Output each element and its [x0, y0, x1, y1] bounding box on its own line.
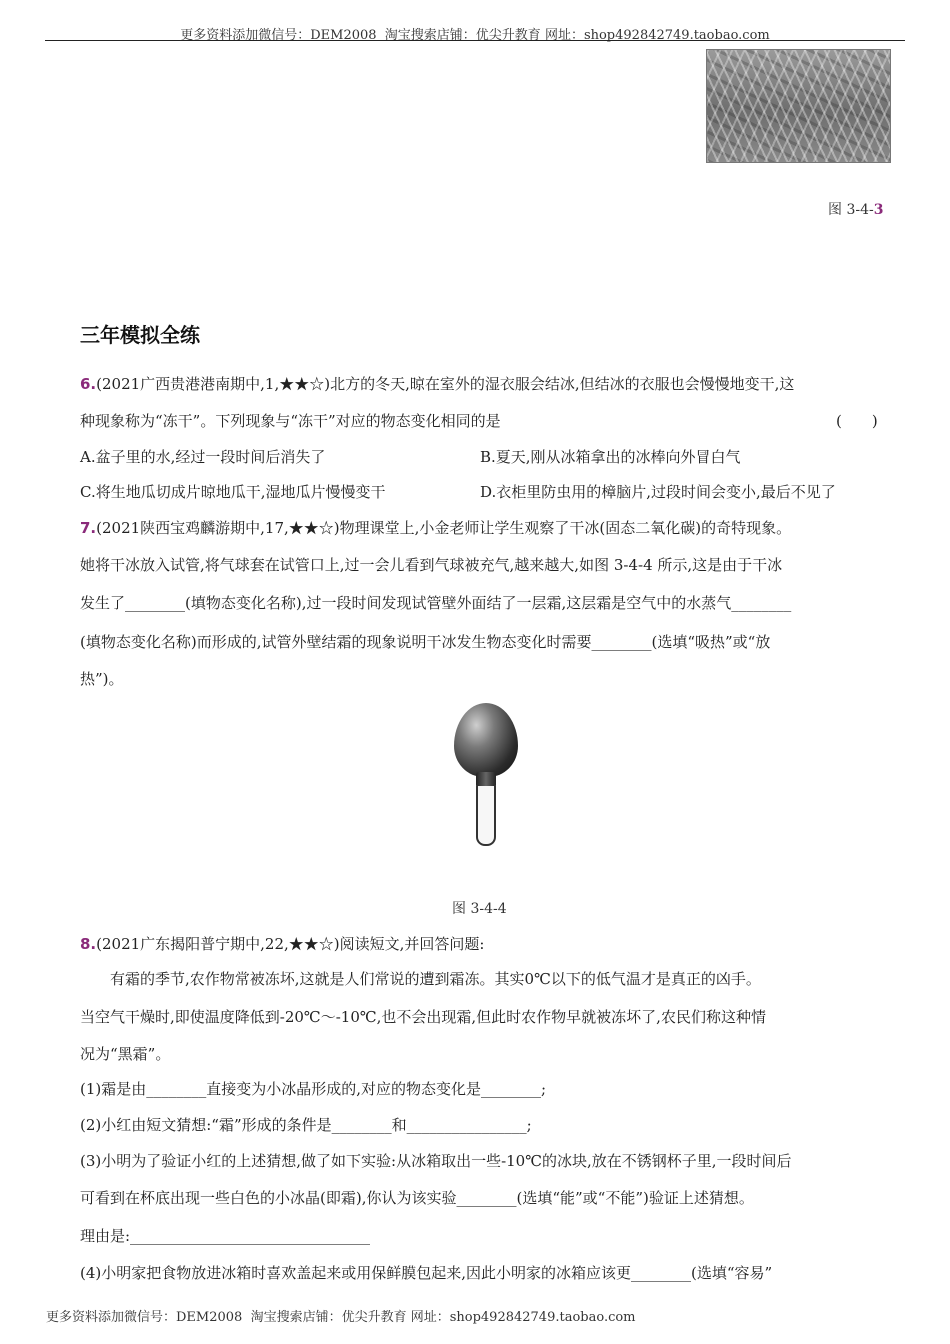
q8-subq-4: (4)小明家把食物放进冰箱时喜欢盖起来或用保鲜膜包起来,因此小明家的冰箱应该更________(选填“容易”	[80, 1264, 773, 1282]
page-header: 更多资料添加微信号：DEM2008 淘宝搜索店铺：优尖升教育 网址：shop492842749.taobao.com	[180, 28, 770, 43]
caption-number: 3	[873, 202, 884, 218]
q8-passage-1: 有霜的季节,农作物常被冻坏,这就是人们常说的遭到霜冻。其实0℃以下的低气温才是真正的凶手。	[80, 970, 761, 988]
section-title: 三年模拟全练	[80, 323, 200, 347]
caption-prefix: 图 3-4-	[828, 202, 874, 218]
q8-line1	[80, 933, 484, 954]
q7-line4: (填物态变化名称)而形成的,试管外壁结霜的现象说明干冰发生物态变化时需要________(选填“吸热”或“放	[80, 633, 771, 651]
q6-answer-bracket: ( )	[836, 412, 878, 430]
q8-subq-1: (1)霜是由________直接变为小冰晶形成的,对应的物态变化是________;	[80, 1080, 547, 1098]
q8-subq-2: (2)小红由短文猜想:“霜”形成的条件是________和________________;	[80, 1116, 532, 1134]
q8-number: 8.	[80, 935, 97, 953]
q7-line1	[80, 517, 791, 538]
q7-line3: 发生了________(填物态变化名称),过一段时间发现试管壁外面结了一层霜,这层霜是空气中的水蒸气________	[80, 594, 792, 612]
q7-number: 7.	[80, 519, 97, 537]
q8-subq-3c: 理由是:________________________________	[80, 1227, 371, 1245]
q6-option-a: A.盆子里的水,经过一段时间后消失了	[80, 448, 326, 466]
q6-option-b: B.夏天,刚从冰箱拿出的冰棒向外冒白气	[480, 448, 741, 466]
header-divider	[45, 40, 905, 41]
q8-passage-3: 况为“黑霜”。	[80, 1045, 171, 1063]
page-footer: 更多资料添加微信号：DEM2008 淘宝搜索店铺：优尖升教育 网址：shop492842749.taobao.com	[46, 1310, 636, 1325]
q8-subq-3a: (3)小明为了验证小红的上述猜想,做了如下实验:从冰箱取出一些-10℃的冰块,放在不锈钢杯子里,一段时间后	[80, 1152, 792, 1170]
frost-pattern-photo	[706, 49, 891, 163]
q8-passage-2: 当空气干燥时,即使温度降低到-20℃～-10℃,也不会出现霜,但此时农作物早就被冻坏了,农民们称这种情	[80, 1008, 766, 1026]
q7-text-1: (2021陕西宝鸡麟游期中,17,★★☆)物理课堂上,小金老师让学生观察了干冰(固态二氧化碳)的奇特现象。	[96, 519, 792, 537]
q6-option-d: D.衣柜里防虫用的樟脑片,过段时间会变小,最后不见了	[480, 483, 836, 501]
q8-text-1: (2021广东揭阳普宁期中,22,★★☆)阅读短文,并回答问题:	[96, 935, 485, 953]
q6-number: 6.	[80, 375, 97, 393]
q7-line2: 她将干冰放入试管,将气球套在试管口上,过一会儿看到气球被充气,越来越大,如图 3-4-4 所示,这是由于干冰	[80, 556, 783, 574]
q6-option-c: C.将生地瓜切成片晾地瓜干,湿地瓜片慢慢变干	[80, 483, 386, 501]
figure-3-4-4-caption: 图 3-4-4	[452, 901, 507, 917]
figure-3-4-3-caption	[828, 199, 883, 219]
balloon-drawing	[454, 703, 518, 777]
q6-text-1: (2021广西贵港港南期中,1,★★☆)北方的冬天,晾在室外的湿衣服会结冰,但结冰的衣服也会慢慢地变干,这	[96, 375, 795, 393]
test-tube-drawing	[476, 786, 496, 846]
q6-line1	[80, 373, 794, 394]
q7-line5: 热”)。	[80, 670, 124, 688]
q6-line2: 种现象称为“冻干”。下列现象与“冻干”对应的物态变化相同的是	[80, 412, 501, 430]
q8-subq-3b: 可看到在杯底出现一些白色的小冰晶(即霜),你认为该实验________(选填“能”或“不能”)验证上述猜想。	[80, 1189, 754, 1207]
